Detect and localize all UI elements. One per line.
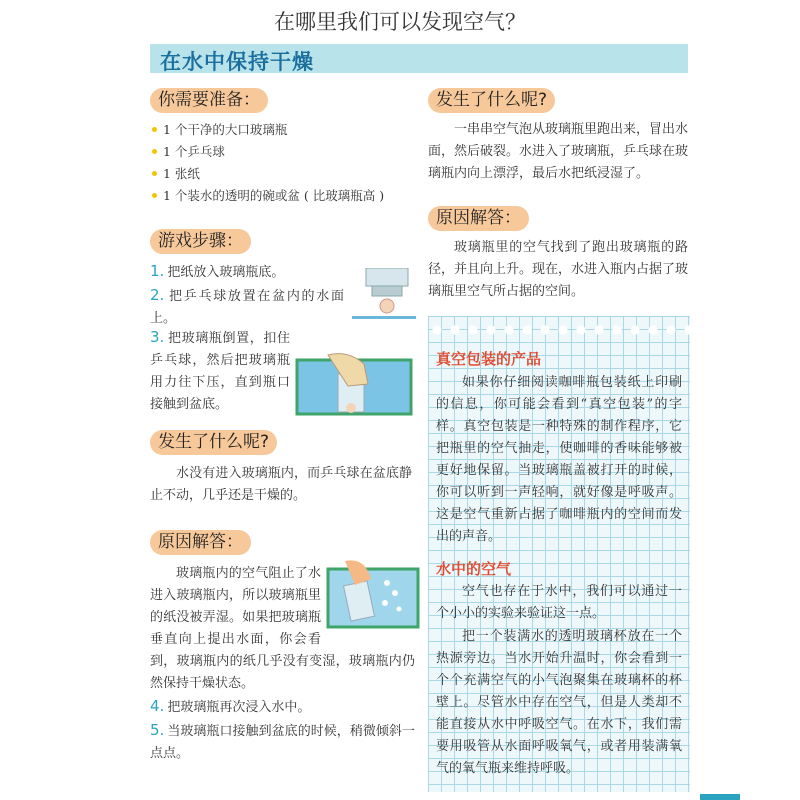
basin-illustration [294,352,414,416]
happened-heading: 发生了什么呢? [150,430,277,455]
banner-title: 在水中保持干燥 [160,50,314,74]
bottle-ball-illustration [352,268,434,328]
step-item: 4. 把玻璃瓶再次浸入水中。 [150,697,311,715]
prepare-heading: 你需要准备： [150,88,268,113]
steps-heading: 游戏步骤： [150,229,251,254]
list-item: 1 张纸 [150,163,410,185]
water-air-text-2: 把一个装满水的透明玻璃杯放在一个热源旁边。当水开始升温时，你会看到一个个充满空气的小气泡聚集在玻璃杯的杯壁上。尽管水中存在空气，但是人类却不能直接从水中呼吸空气。在水下，我们需要用吸管从水面呼吸氧气，或者用装满氧气的氧气瓶来维持呼吸。 [436,629,682,776]
vacuum-heading: 真空包装的产品 [436,350,542,368]
notebook-holes [428,324,690,336]
materials-list [150,119,410,207]
reason-heading: 原因解答： [428,206,529,231]
list-item: 1 个干净的大口玻璃瓶 [150,119,410,141]
tilted-bottle-illustration [325,559,421,631]
happened-text: 水没有进入玻璃瓶内，而乒乓球在盆底静止不动，几乎还是干燥的。 [150,466,412,503]
reason-text: 玻璃瓶内的空气阻止了水进入玻璃瓶内，所以玻璃瓶里的纸没被弄湿。如果把玻璃瓶垂直向上提出水面，你会看到，玻璃瓶内的纸几乎没有变湿，玻璃瓶内仍然保持干燥状态。 [150,566,415,691]
page-title: 在哪里我们可以发现空气？ [274,10,526,34]
notebook-sidebar [428,316,690,792]
step-item: 1. 把纸放入玻璃瓶底。 [150,262,285,280]
steps-list [150,260,412,330]
step-item: 3. 把玻璃瓶倒置，扣住乒乓球，然后把玻璃瓶用力往下压，直到瓶口接触到盆底。 [150,328,290,412]
step-item: 2. 把乒乓球放置在盆内的水面上。 [150,286,344,326]
reason-text: 玻璃瓶里的空气找到了跑出玻璃瓶的路径，并且向上升。现在，水进入瓶内占据了玻璃瓶里空气所占据的空间。 [428,240,689,299]
happened-text: 一串串空气泡从玻璃瓶里跑出来，冒出水面，然后破裂。水进入了玻璃瓶，乒乓球在玻璃瓶内向上漂浮，最后水把纸浸湿了。 [428,122,689,181]
water-air-text-1: 空气也存在于水中，我们可以通过一个小小的实验来验证这一点。 [436,584,682,621]
vacuum-text: 如果你仔细阅读咖啡瓶包装纸上印刷的信息，你可能会看到“真空包装”的字样。真空包装是一种特殊的制作程序，它把瓶里的空气抽走，使咖啡的香味能够被更好地保留。当玻璃瓶盖被打开的时候，你可以听到一声轻响，就好像是呼吸声。这是空气重新占据了咖啡瓶内的空间而发出的声音。 [436,375,682,544]
step-item: 5. 当玻璃瓶口接触到盆底的时候，稍微倾斜一点点。 [150,721,415,761]
water-air-heading: 水中的空气 [436,560,512,578]
reason-heading: 原因解答： [150,530,251,555]
happened-heading: 发生了什么呢? [428,88,555,113]
section-banner [150,44,688,73]
reason-block [150,563,415,765]
list-item: 1 个装水的透明的碗或盆 ( 比玻璃瓶高 ) [150,185,410,207]
list-item: 1 个乒乓球 [150,141,410,163]
page-tab [700,794,740,800]
